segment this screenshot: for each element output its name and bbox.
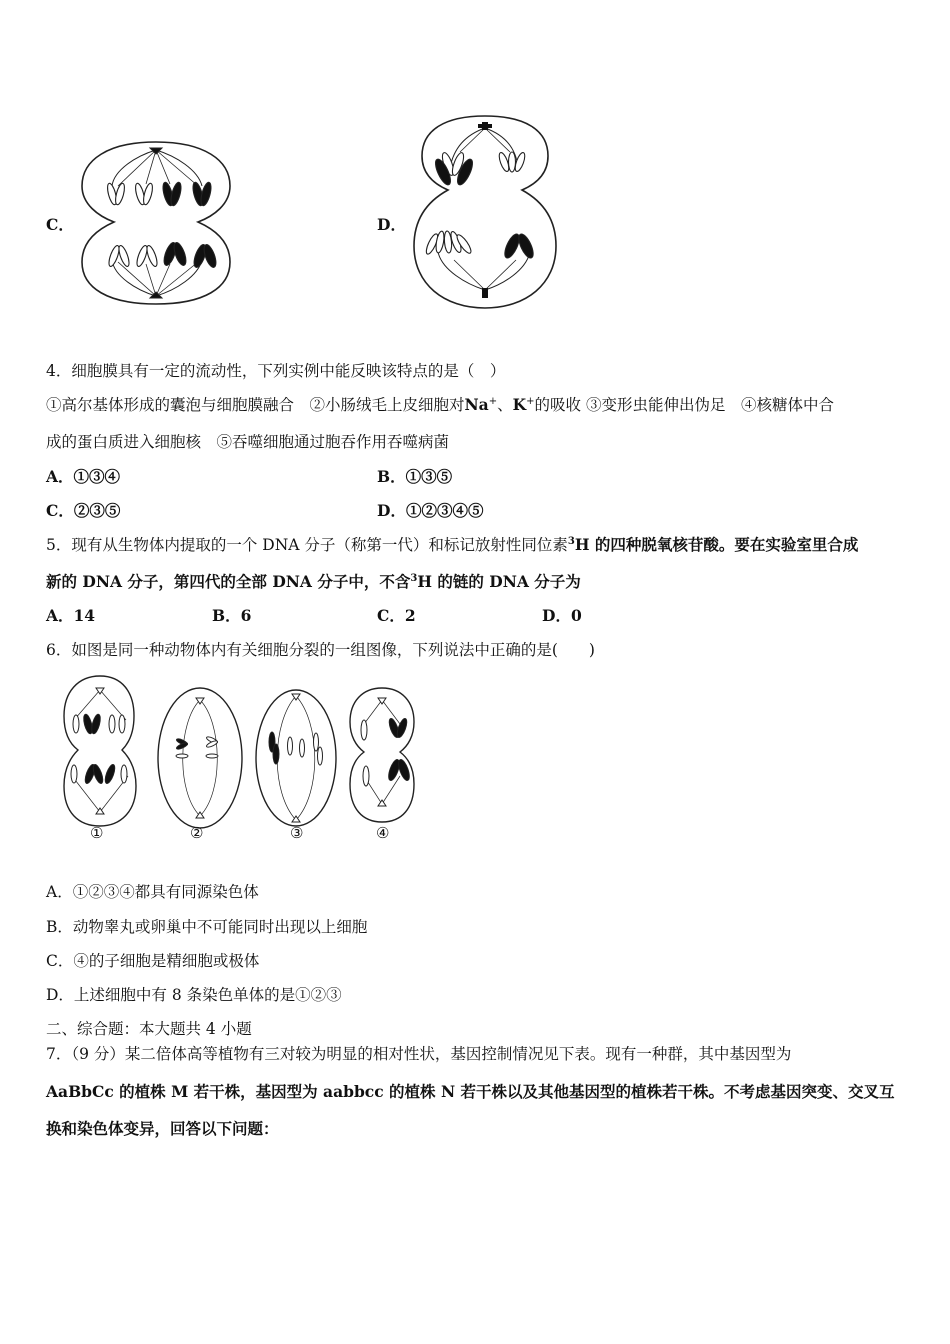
q4-option-a: A．①③④ bbox=[46, 467, 121, 486]
q4-statements-line1: ①高尔基体形成的囊泡与细胞膜融合 ②小肠绒毛上皮细胞对Na+、K+的吸收 ③变形虫能伸出伪足 ④核糖体中合 bbox=[46, 395, 834, 414]
q4-option-b: B．①③⑤ bbox=[377, 467, 453, 486]
q6-option-c: C．④的子细胞是精细胞或极体 bbox=[46, 952, 260, 970]
cell-3 bbox=[256, 690, 336, 826]
figure-3d-anaphase-cell bbox=[410, 112, 560, 312]
q6-option-a: A．①②③④都具有同源染色体 bbox=[46, 883, 259, 901]
q7-stem-line2: AaBbCc 的植株 M 若干株，基因型为 aabbcc 的植株 N 若干株以及其他基因型的植株若干株。不考虑基因突变、交叉互 bbox=[46, 1082, 895, 1101]
q5-stem-line2: 新的 DNA 分子，第四代的全部 DNA 分子中，不含$^3$H 的链的 DNA 分子为 bbox=[46, 572, 581, 591]
section-2-title: 二、综合题：本大题共 4 小题 bbox=[46, 1020, 252, 1038]
q5-option-a: A．14 bbox=[46, 606, 96, 625]
fig6-label-1: ① bbox=[90, 824, 104, 842]
q4-option-c: C．②③⑤ bbox=[46, 501, 121, 520]
figure-6-cell-division-set bbox=[58, 672, 418, 852]
q6-option-b: B．动物睾丸或卵巢中不可能同时出现以上细胞 bbox=[46, 918, 368, 936]
q4-stem: 4．细胞膜具有一定的流动性，下列实例中能反映该特点的是（ ） bbox=[46, 362, 506, 380]
figure-3c-anaphase-cell bbox=[78, 138, 234, 308]
q4-statements-line2: 成的蛋白质进入细胞核 ⑤吞噬细胞通过胞吞作用吞噬病菌 bbox=[46, 433, 450, 451]
q5-option-b: B．6 bbox=[212, 606, 252, 625]
fig6-label-4: ④ bbox=[376, 824, 390, 842]
q5-option-c: C．2 bbox=[377, 606, 416, 625]
q6-option-d: D．上述细胞中有 8 条染色单体的是①②③ bbox=[46, 986, 342, 1004]
cell-2 bbox=[158, 688, 242, 828]
fig6-label-3: ③ bbox=[290, 824, 304, 842]
q7-stem-line3: 换和染色体变异，回答以下问题： bbox=[46, 1119, 279, 1138]
fig6-label-2: ② bbox=[190, 824, 204, 842]
option-d-label: D． bbox=[377, 215, 406, 234]
q7-stem-line1: 7．（9 分）某二倍体高等植物有三对较为明显的相对性状，基因控制情况见下表。现有一种群，其中基因型为 bbox=[46, 1045, 792, 1063]
q5-stem-line1: 5．现有从生物体内提取的一个 DNA 分子（称第一代）和标记放射性同位素$^3$H 的四种脱氧核苷酸。要在实验室里合成 bbox=[46, 535, 859, 554]
cell-1 bbox=[64, 676, 136, 826]
q5-option-d: D．0 bbox=[542, 606, 582, 625]
cell-4 bbox=[350, 688, 414, 822]
q4-option-d: D．①②③④⑤ bbox=[377, 501, 484, 520]
q6-stem: 6．如图是同一种动物体内有关细胞分裂的一组图像，下列说法中正确的是( ) bbox=[46, 641, 595, 659]
option-c-label: C． bbox=[46, 215, 74, 234]
